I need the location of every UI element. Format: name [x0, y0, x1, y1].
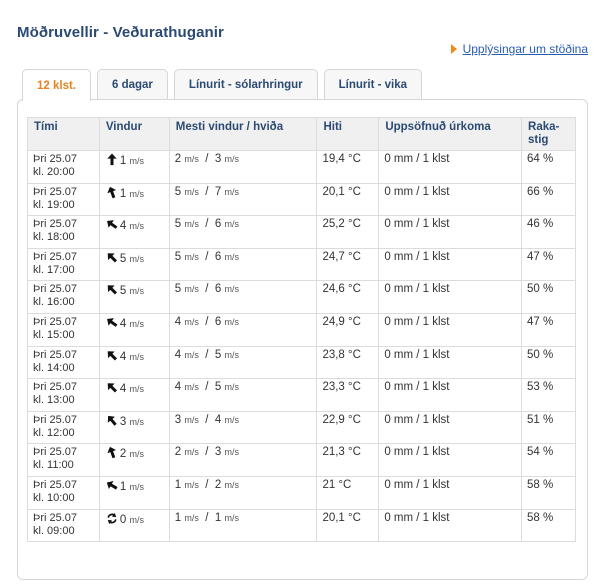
- row-hour: kl. 20:00: [33, 166, 75, 178]
- cell-time: [28, 509, 100, 542]
- max-wind: 1: [174, 511, 182, 524]
- cell-wind: [99, 281, 169, 314]
- max-wind: 5: [174, 218, 182, 231]
- cell-humidity: 64 %: [522, 151, 576, 184]
- gust-speed: 3: [214, 153, 222, 165]
- wind-unit: m/s: [129, 514, 144, 525]
- cell-humidity: 53 %: [522, 379, 576, 412]
- row-hour: kl. 15:00: [33, 328, 75, 341]
- cell-wind: [99, 313, 169, 346]
- cell-max-gust: 5 m/s / 6 m/s: [169, 248, 317, 281]
- cell-temperature: 20,1 °C: [317, 183, 379, 216]
- gust-speed: 3: [214, 446, 222, 459]
- cell-temperature: 25,2 °C: [317, 216, 379, 249]
- cell-precipitation: 0 mm / 1 klst: [379, 281, 522, 314]
- tab-6-days[interactable]: 6 dagar: [97, 69, 168, 100]
- row-hour: kl. 17:00: [33, 263, 75, 276]
- max-wind-unit: m/s: [184, 284, 199, 295]
- wind-unit: m/s: [129, 384, 144, 395]
- cell-humidity: 51 %: [522, 411, 576, 444]
- cell-precipitation: 0 mm / 1 klst: [379, 346, 522, 379]
- wind-direction-arrow-icon: [102, 411, 121, 430]
- wind-unit: m/s: [129, 318, 144, 329]
- cell-humidity: 50 %: [522, 346, 576, 379]
- table-row: [28, 151, 576, 184]
- wind-direction-arrow-icon: [102, 378, 121, 397]
- gust-unit: m/s: [224, 219, 239, 230]
- cell-wind: [99, 151, 169, 184]
- gust-speed: 6: [214, 250, 222, 263]
- cell-time: [28, 216, 100, 249]
- max-wind-unit: m/s: [184, 349, 199, 360]
- row-day: Þri 25.07: [33, 478, 78, 491]
- max-wind: 4: [174, 315, 182, 328]
- max-wind: 5: [174, 250, 182, 263]
- chevron-right-icon: [451, 44, 457, 54]
- row-day: Þri 25.07: [33, 348, 78, 361]
- table-row: [28, 411, 576, 444]
- wind-direction-arrow-icon: [103, 476, 122, 494]
- tab-chart-day[interactable]: Línurit - sólarhringur: [174, 69, 318, 100]
- table-row: [28, 281, 576, 314]
- table-row: [28, 216, 576, 249]
- wind-unit: m/s: [129, 449, 144, 460]
- wind-unit: m/s: [129, 221, 144, 232]
- gust-speed: 7: [214, 185, 222, 198]
- cell-time: [28, 151, 100, 184]
- table-row: [28, 313, 576, 346]
- max-wind: 5: [174, 185, 182, 198]
- cell-temperature: 24,9 °C: [317, 313, 379, 346]
- col-time: Tími: [28, 118, 100, 151]
- row-day: Þri 25.07: [33, 413, 78, 426]
- wind-speed: 4: [119, 350, 127, 363]
- cell-precipitation: 0 mm / 1 klst: [379, 216, 522, 249]
- station-info-link[interactable]: [451, 42, 588, 56]
- row-day: Þri 25.07: [33, 446, 78, 459]
- cell-humidity: 58 %: [522, 476, 576, 509]
- col-humidity: Raka-stig: [522, 118, 576, 151]
- gust-unit: m/s: [224, 186, 239, 197]
- cell-precipitation: 0 mm / 1 klst: [379, 444, 522, 477]
- cell-wind: [99, 509, 169, 542]
- cell-humidity: 47 %: [522, 313, 576, 346]
- cell-time: [28, 379, 100, 412]
- wind-unit: m/s: [129, 481, 144, 492]
- cell-time: [28, 281, 100, 314]
- max-wind-unit: m/s: [184, 186, 199, 197]
- max-wind: 3: [174, 413, 182, 426]
- wind-speed: 0: [119, 513, 127, 526]
- cell-max-gust: 5 m/s / 6 m/s: [169, 281, 317, 314]
- gust-unit: m/s: [224, 414, 239, 425]
- cell-wind: [99, 476, 169, 509]
- col-gust: Mesti vindur / hviða: [169, 118, 317, 151]
- max-wind-unit: m/s: [184, 382, 199, 393]
- col-wind: Vindur: [99, 118, 169, 151]
- cell-max-gust: 4 m/s / 5 m/s: [169, 379, 317, 412]
- row-hour: kl. 09:00: [33, 524, 75, 537]
- max-wind-unit: m/s: [184, 479, 199, 490]
- max-wind-unit: m/s: [184, 251, 199, 262]
- gust-speed: 5: [214, 381, 222, 394]
- max-wind: 2: [174, 153, 182, 165]
- row-day: Þri 25.07: [33, 250, 78, 263]
- wind-speed: 5: [119, 252, 127, 265]
- wind-speed: 4: [119, 383, 127, 396]
- wind-speed: 4: [119, 220, 127, 233]
- gust-speed: 6: [214, 315, 222, 328]
- row-hour: kl. 16:00: [33, 296, 75, 309]
- cell-wind: [99, 444, 169, 477]
- cell-wind: [99, 346, 169, 379]
- col-precip: Uppsöfnuð úrkoma: [379, 118, 522, 151]
- cell-wind: [99, 411, 169, 444]
- row-day: Þri 25.07: [33, 185, 78, 198]
- table-row: [28, 509, 576, 542]
- wind-unit: m/s: [129, 156, 144, 166]
- cell-humidity: 54 %: [522, 444, 576, 477]
- max-wind: 1: [174, 478, 182, 491]
- cell-time: [28, 346, 100, 379]
- col-temp: Hiti: [317, 118, 379, 151]
- cell-max-gust: 4 m/s / 6 m/s: [169, 313, 317, 346]
- row-day: Þri 25.07: [33, 315, 78, 328]
- max-wind: 4: [174, 381, 182, 394]
- row-hour: kl. 11:00: [33, 459, 74, 472]
- row-hour: kl. 14:00: [33, 361, 75, 374]
- cell-time: [28, 313, 100, 346]
- table-body: [28, 151, 576, 542]
- gust-speed: 6: [214, 218, 222, 231]
- cell-time: [28, 444, 100, 477]
- cell-precipitation: 0 mm / 1 klst: [379, 313, 522, 346]
- cell-time: [28, 248, 100, 281]
- wind-direction-arrow-icon: [103, 183, 120, 201]
- gust-unit: m/s: [224, 251, 239, 262]
- wind-unit: m/s: [129, 416, 144, 427]
- cell-temperature: 20,1 °C: [317, 509, 379, 542]
- cell-humidity: 47 %: [522, 248, 576, 281]
- max-wind-unit: m/s: [184, 154, 199, 164]
- row-day: Þri 25.07: [33, 283, 78, 296]
- row-day: Þri 25.07: [33, 381, 78, 394]
- gust-unit: m/s: [224, 316, 239, 327]
- wind-speed: 5: [119, 285, 127, 298]
- wind-unit: m/s: [129, 253, 144, 264]
- cell-max-gust: 5 m/s / 7 m/s: [169, 183, 317, 216]
- cell-temperature: 24,7 °C: [317, 248, 379, 281]
- wind-unit: m/s: [129, 351, 144, 362]
- cell-temperature: 23,3 °C: [317, 379, 379, 412]
- table-row: [28, 379, 576, 412]
- wind-unit: m/s: [129, 188, 144, 199]
- wind-direction-arrow-icon: [105, 153, 118, 167]
- row-day: Þri 25.07: [33, 511, 78, 524]
- cell-precipitation: 0 mm / 1 klst: [379, 183, 522, 216]
- cell-temperature: 19,4 °C: [317, 151, 379, 184]
- max-wind-unit: m/s: [184, 316, 199, 327]
- cell-temperature: 21,3 °C: [317, 444, 379, 477]
- cell-humidity: 66 %: [522, 183, 576, 216]
- cell-wind: [99, 379, 169, 412]
- row-hour: kl. 18:00: [33, 231, 75, 244]
- row-hour: kl. 12:00: [33, 426, 75, 439]
- cell-humidity: 46 %: [522, 216, 576, 249]
- cell-temperature: 21 °C: [317, 476, 379, 509]
- wind-speed: 1: [119, 187, 127, 200]
- gust-unit: m/s: [224, 154, 239, 164]
- max-wind-unit: m/s: [184, 512, 199, 523]
- observations-table: [27, 117, 576, 542]
- cell-temperature: 23,8 °C: [317, 346, 379, 379]
- gust-unit: m/s: [224, 382, 239, 393]
- table-header-row: [28, 118, 576, 151]
- table-row: [28, 183, 576, 216]
- cell-precipitation: 0 mm / 1 klst: [379, 509, 522, 542]
- row-hour: kl. 10:00: [33, 491, 75, 504]
- cell-temperature: 22,9 °C: [317, 411, 379, 444]
- cell-max-gust: 4 m/s / 5 m/s: [169, 346, 317, 379]
- gust-unit: m/s: [224, 479, 239, 490]
- cell-time: [28, 476, 100, 509]
- cell-wind: [99, 183, 169, 216]
- wind-speed: 2: [119, 448, 127, 461]
- cell-precipitation: 0 mm / 1 klst: [379, 411, 522, 444]
- wind-speed: 3: [119, 415, 127, 428]
- wind-speed: 1: [119, 480, 127, 493]
- gust-unit: m/s: [224, 284, 239, 295]
- wind-direction-arrow-icon: [102, 346, 121, 365]
- cell-precipitation: 0 mm / 1 klst: [379, 476, 522, 509]
- row-hour: kl. 19:00: [33, 198, 75, 211]
- cell-time: [28, 183, 100, 216]
- cell-precipitation: 0 mm / 1 klst: [379, 151, 522, 184]
- cell-humidity: 58 %: [522, 509, 576, 542]
- cell-max-gust: 2 m/s / 3 m/s: [169, 444, 317, 477]
- wind-direction-arrow-icon: [103, 444, 120, 462]
- row-day: Þri 25.07: [33, 153, 78, 165]
- wind-direction-arrow-icon: [102, 313, 121, 332]
- table-row: [28, 346, 576, 379]
- tab-chart-week[interactable]: Línurit - vika: [324, 69, 422, 100]
- cell-max-gust: 3 m/s / 4 m/s: [169, 411, 317, 444]
- view-tabs: [22, 69, 428, 100]
- tab-12-hours[interactable]: 12 klst.: [22, 69, 91, 101]
- wind-speed: 4: [119, 317, 127, 330]
- calm-wind-icon: [105, 512, 119, 525]
- max-wind: 4: [174, 348, 182, 361]
- cell-temperature: 24,6 °C: [317, 281, 379, 314]
- cell-max-gust: 2 m/s / 3 m/s: [169, 151, 317, 184]
- cell-precipitation: 0 mm / 1 klst: [379, 248, 522, 281]
- gust-speed: 5: [214, 348, 222, 361]
- max-wind: 2: [174, 446, 182, 459]
- row-day: Þri 25.07: [33, 218, 78, 231]
- max-wind-unit: m/s: [184, 219, 199, 230]
- wind-unit: m/s: [129, 286, 144, 297]
- gust-speed: 1: [214, 511, 222, 524]
- cell-humidity: 50 %: [522, 281, 576, 314]
- wind-direction-arrow-icon: [102, 215, 121, 234]
- gust-unit: m/s: [224, 512, 239, 523]
- row-hour: kl. 13:00: [33, 394, 75, 407]
- cell-max-gust: 5 m/s / 6 m/s: [169, 216, 317, 249]
- wind-direction-arrow-icon: [102, 248, 121, 267]
- station-info-link-label: Upplýsingar um stöðina: [462, 42, 588, 56]
- cell-max-gust: 1 m/s / 1 m/s: [169, 509, 317, 542]
- wind-direction-arrow-icon: [102, 280, 121, 299]
- gust-speed: 2: [214, 478, 222, 491]
- table-row: [28, 248, 576, 281]
- gust-speed: 6: [214, 283, 222, 296]
- cell-wind: [99, 216, 169, 249]
- table-row: [28, 444, 576, 477]
- max-wind-unit: m/s: [184, 414, 199, 425]
- max-wind: 5: [174, 283, 182, 296]
- gust-unit: m/s: [224, 349, 239, 360]
- wind-speed: 1: [119, 155, 127, 167]
- cell-time: [28, 411, 100, 444]
- gust-unit: m/s: [224, 447, 239, 458]
- table-row: [28, 476, 576, 509]
- cell-wind: [99, 248, 169, 281]
- cell-precipitation: 0 mm / 1 klst: [379, 379, 522, 412]
- cell-max-gust: 1 m/s / 2 m/s: [169, 476, 317, 509]
- page-title: Möðruvellir - Veðurathuganir: [17, 24, 224, 41]
- gust-speed: 4: [214, 413, 222, 426]
- max-wind-unit: m/s: [184, 447, 199, 458]
